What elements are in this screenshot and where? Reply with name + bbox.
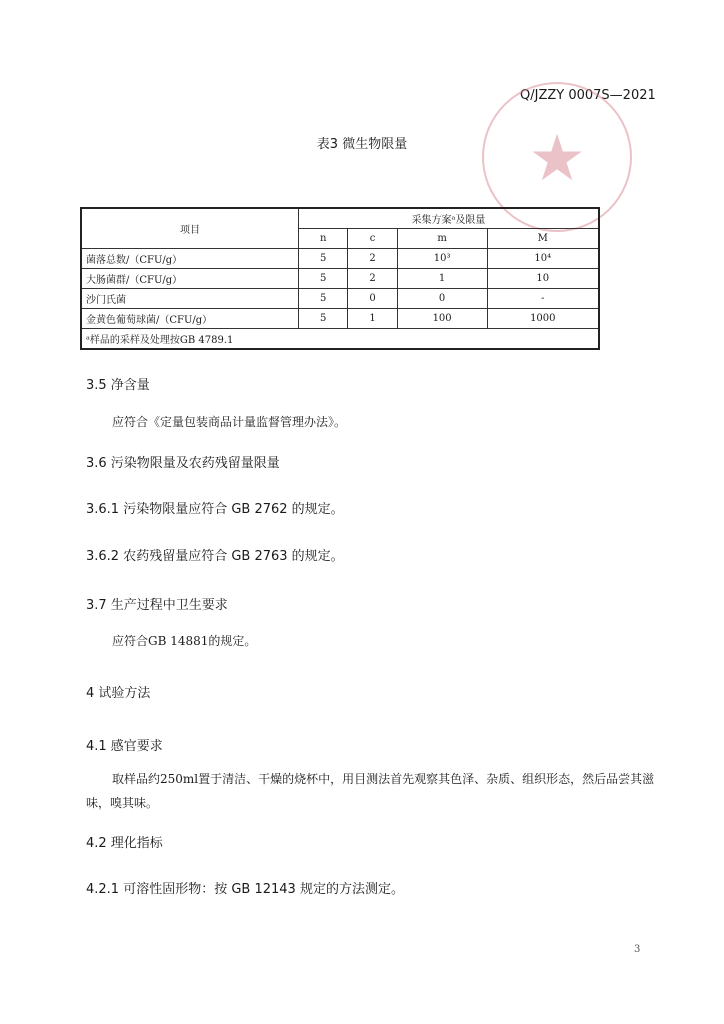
row-c: 1 [348,309,397,329]
row-n: 5 [299,309,348,329]
section-4-heading: 4 试验方法 [86,686,151,701]
row-item: 金黄色葡萄球菌/（CFU/g） [81,309,299,329]
table-footnote-row [81,329,599,350]
row-item: 菌落总数/（CFU/g） [81,249,299,269]
section-4-1-text: 取样品约250ml置于清洁、干燥的烧杯中，用目测法首先观察其色泽、杂质、组织形态，然后品尝其滋味，嗅其味。 [86,772,655,810]
subheader-m: m [397,229,487,249]
table-row [81,309,599,329]
microbial-limits-table [80,207,600,350]
header-item: 项目 [81,208,299,249]
section-4-2-heading: 4.2 理化指标 [86,836,163,851]
company-seal-stamp: ★ [482,82,632,232]
section-3-6-1-heading: 3.6.1 污染物限量应符合 GB 2762 的规定。 [86,502,344,517]
row-M: - [487,289,599,309]
row-item: 大肠菌群/（CFU/g） [81,269,299,289]
row-m: 0 [397,289,487,309]
row-c: 2 [348,269,397,289]
row-item: 沙门氏菌 [81,289,299,309]
section-3-6-heading: 3.6 污染物限量及农药残留量限量 [86,456,280,471]
table-row [81,269,599,289]
subheader-n: n [299,229,348,249]
section-3-5-heading: 3.5 净含量 [86,378,150,393]
row-n: 5 [299,269,348,289]
section-3-5-text: 应符合《定量包装商品计量监督管理办法》。 [112,415,347,429]
section-4-2-1-heading: 4.2.1 可溶性固形物：按 GB 12143 规定的方法测定。 [86,882,404,897]
section-3-7-text: 应符合GB 14881的规定。 [112,634,257,648]
table-row [81,249,599,269]
subheader-M: M [487,229,599,249]
table-row [81,289,599,309]
row-M: 10⁴ [487,249,599,269]
table-caption: 表3 微生物限量 [316,137,408,152]
subheader-c: c [348,229,397,249]
header-sampling-plan: 采集方案ᵃ及限量 [299,208,600,229]
row-c: 0 [348,289,397,309]
row-n: 5 [299,289,348,309]
row-m: 1 [397,269,487,289]
row-m: 10³ [397,249,487,269]
document-number: Q/JZZY 0007S—2021 [520,88,656,103]
section-3-6-2-heading: 3.6.2 农药残留量应符合 GB 2763 的规定。 [86,549,344,564]
row-M: 10 [487,269,599,289]
row-c: 2 [348,249,397,269]
row-n: 5 [299,249,348,269]
row-M: 1000 [487,309,599,329]
section-3-7-heading: 3.7 生产过程中卫生要求 [86,598,228,613]
row-m: 100 [397,309,487,329]
section-4-1-heading: 4.1 感官要求 [86,739,163,754]
page-number: 3 [634,944,641,955]
table-footnote: ᵃ样品的采样及处理按GB 4789.1 [81,329,599,350]
table-header-row [81,208,599,229]
